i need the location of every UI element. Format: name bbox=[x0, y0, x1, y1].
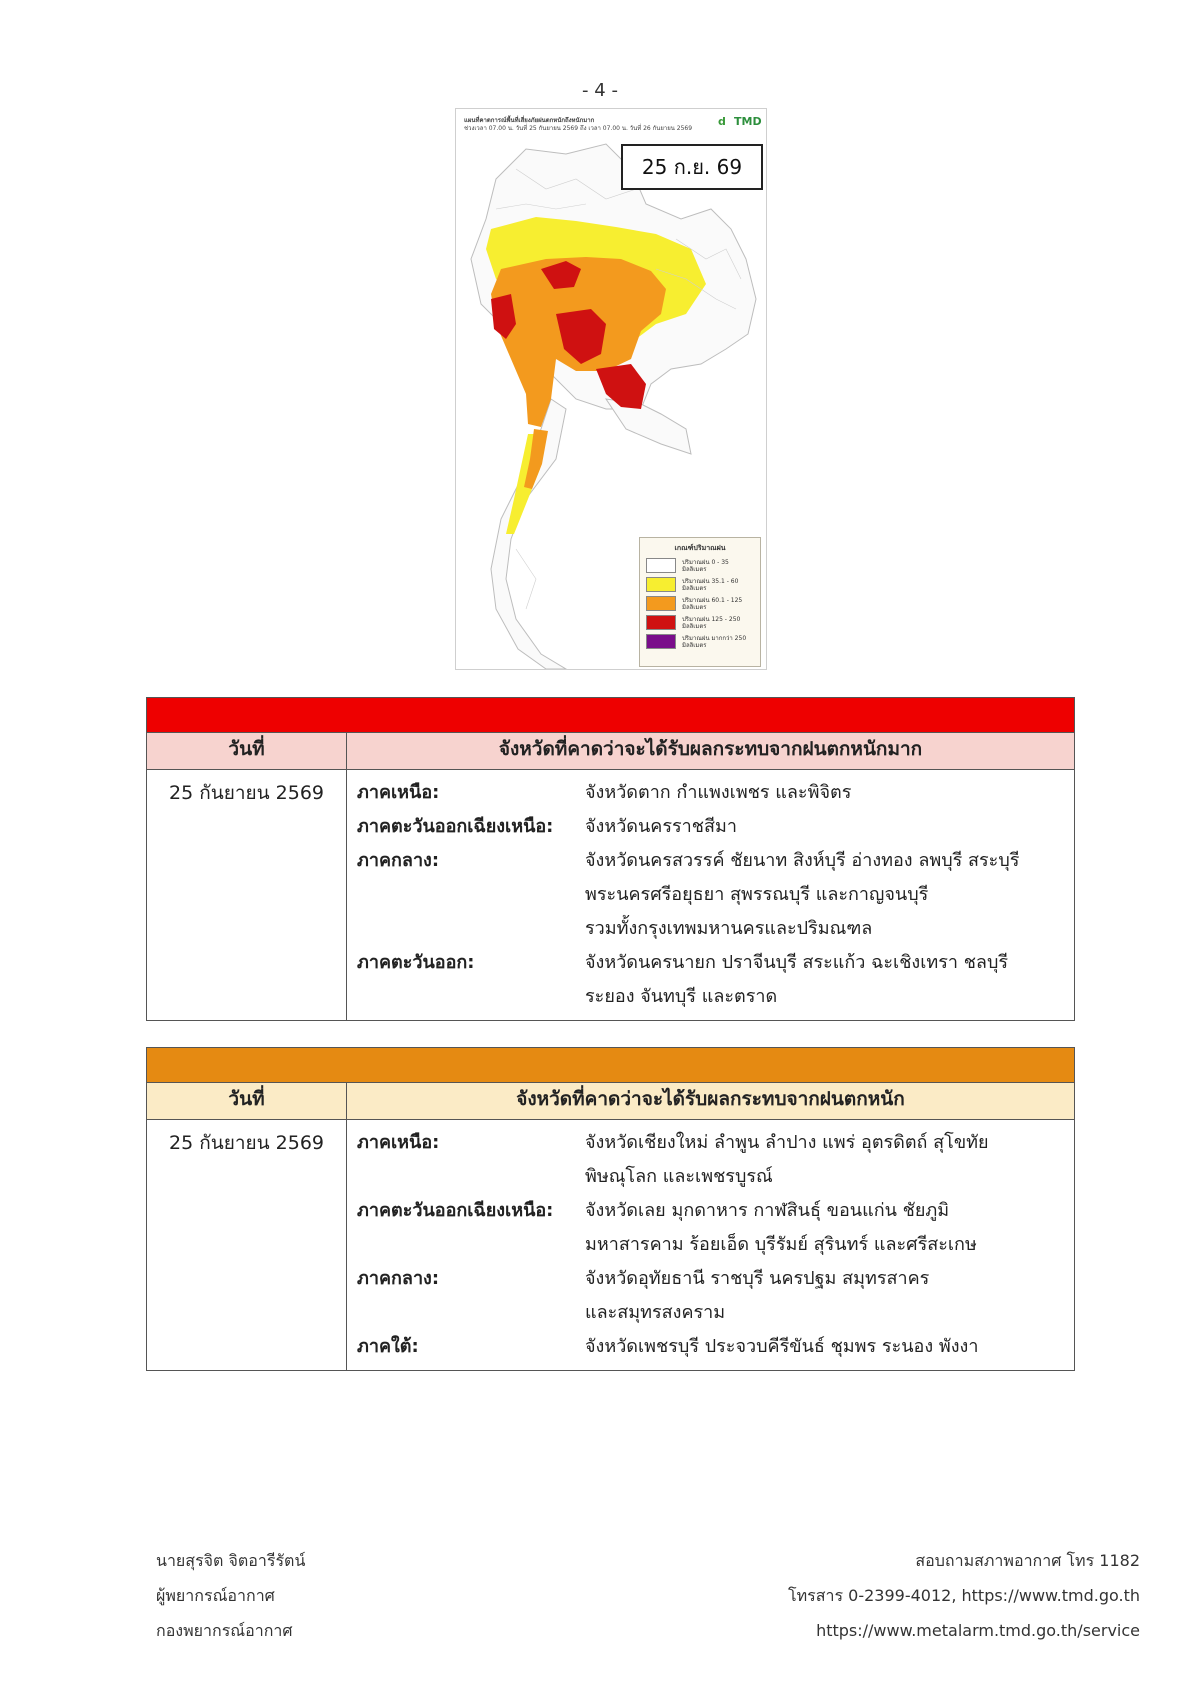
province-line: จังหวัดนครสวรรค์ ชัยนาท สิงห์บุรี อ่างทอง ลพบุรี สระบุรี bbox=[585, 850, 1020, 871]
very-heavy-band bbox=[147, 698, 1075, 733]
province-line: จังหวัดเพชรบุรี ประจวบคีรีขันธ์ ชุมพร ระนอง พังงา bbox=[585, 1336, 979, 1357]
rainfall-risk-map bbox=[455, 108, 767, 670]
province-line: จังหวัดเชียงใหม่ ลำพูน ลำปาง แพร่ อุตรดิตถ์ สุโขทัย bbox=[585, 1132, 989, 1153]
map-legend bbox=[639, 537, 761, 667]
footer-signature bbox=[156, 1543, 305, 1648]
legend-title: เกณฑ์ปริมาณฝน bbox=[674, 544, 726, 552]
region-list bbox=[347, 770, 1075, 1021]
region-name: ภาคกลาง: bbox=[357, 1268, 440, 1289]
region-item bbox=[357, 1330, 1064, 1364]
region-provinces bbox=[585, 844, 1019, 946]
province-line: ระยอง จันทบุรี และตราด bbox=[585, 986, 778, 1007]
region-name: ภาคเหนือ: bbox=[357, 782, 440, 803]
region-item bbox=[357, 844, 1064, 946]
region-name: ภาคตะวันออกเฉียงเหนือ: bbox=[357, 1200, 554, 1221]
legend-item bbox=[646, 615, 754, 630]
header-provinces: จังหวัดที่คาดว่าจะได้รับผลกระทบจากฝนตกหนักมาก bbox=[347, 733, 1075, 770]
contact-phone: สอบถามสภาพอากาศ โทร 1182 bbox=[915, 1551, 1140, 1570]
region-name: ภาคใต้: bbox=[357, 1336, 419, 1357]
province-line: รวมทั้งกรุงเทพมหานครและปริมณฑล bbox=[585, 918, 873, 939]
region-provinces bbox=[585, 946, 1008, 1014]
forecaster-division: กองพยากรณ์อากาศ bbox=[156, 1621, 293, 1640]
map-title-line2: ช่วงเวลา 07.00 น. วันที่ 25 กันยายน 2569 ถึง เวลา 07.00 น. วันที่ 26 กันยายน 2569 bbox=[464, 125, 693, 132]
province-line: จังหวัดอุทัยธานี ราชบุรี นครปฐม สมุทรสาคร bbox=[585, 1268, 930, 1289]
footer-contact bbox=[788, 1543, 1140, 1648]
heavy-rain-table bbox=[146, 1047, 1075, 1371]
very-heavy-rain-table bbox=[146, 697, 1075, 1021]
region-name: ภาคตะวันออกเฉียงเหนือ: bbox=[357, 816, 554, 837]
map-date-box: 25 ก.ย. 69 bbox=[621, 144, 763, 190]
row-date: 25 กันยายน 2569 bbox=[147, 770, 347, 1021]
row-date: 25 กันยายน 2569 bbox=[147, 1120, 347, 1371]
region-item bbox=[357, 946, 1064, 1014]
province-line bbox=[516, 549, 536, 609]
legend-swatch-orange bbox=[646, 596, 676, 611]
contact-service-link[interactable]: https://www.metalarm.tmd.go.th/service bbox=[816, 1621, 1140, 1640]
region-item bbox=[357, 810, 1064, 844]
region-provinces bbox=[585, 1194, 977, 1262]
region-name: ภาคตะวันออก: bbox=[357, 952, 475, 973]
header-provinces: จังหวัดที่คาดว่าจะได้รับผลกระทบจากฝนตกหนัก bbox=[347, 1083, 1075, 1120]
legend-item bbox=[646, 558, 754, 573]
dgc-logo: d bbox=[718, 115, 726, 128]
map-title-line1: แผนที่คาดการณ์พื้นที่เสี่ยงภัยฝนตกหนักถึงหนักมาก bbox=[464, 117, 595, 124]
province-line: จังหวัดเลย มุกดาหาร กาฬสินธุ์ ขอนแก่น ชัยภูมิ bbox=[585, 1200, 950, 1221]
region-item bbox=[357, 776, 1064, 810]
region-provinces bbox=[585, 810, 737, 844]
legend-item bbox=[646, 577, 754, 592]
province-line: พิษณุโลก และเพชรบูรณ์ bbox=[585, 1166, 773, 1187]
forecaster-name: นายสุรจิต จิตอารีรัตน์ bbox=[156, 1551, 306, 1570]
red-band bbox=[147, 698, 1075, 733]
legend-label: ปริมาณฝน 35.1 - 60 มิลลิเมตร bbox=[682, 577, 739, 592]
table-row bbox=[147, 770, 1075, 1021]
province-line: พระนครศรีอยุธยา สุพรรณบุรี และกาญจนบุรี bbox=[585, 884, 929, 905]
region-provinces bbox=[585, 1126, 989, 1194]
table-row bbox=[147, 1120, 1075, 1371]
map-outline-east bbox=[606, 399, 691, 454]
legend-label: ปริมาณฝน 125 - 250 มิลลิเมตร bbox=[682, 615, 741, 630]
region-item bbox=[357, 1194, 1064, 1262]
region-provinces bbox=[585, 1262, 929, 1330]
legend-swatch-yellow bbox=[646, 577, 676, 592]
region-provinces bbox=[585, 776, 851, 810]
region-list bbox=[347, 1120, 1075, 1371]
page-number: - 4 - bbox=[582, 80, 618, 101]
legend-swatch-red bbox=[646, 615, 676, 630]
legend-label: ปริมาณฝน มากกว่า 250 มิลลิเมตร bbox=[682, 634, 747, 649]
region-name: ภาคเหนือ: bbox=[357, 1132, 440, 1153]
table-header bbox=[147, 733, 1075, 770]
province-line: จังหวัดนครนายก ปราจีนบุรี สระแก้ว ฉะเชิงเทรา ชลบุรี bbox=[585, 952, 1009, 973]
province-line: และสมุทรสงคราม bbox=[585, 1302, 726, 1323]
province-line: มหาสารคาม ร้อยเอ็ด บุรีรัมย์ สุรินทร์ และศรีสะเกษ bbox=[585, 1234, 977, 1255]
region-item bbox=[357, 1126, 1064, 1194]
legend-label: ปริมาณฝน 0 - 35 มิลลิเมตร bbox=[682, 558, 729, 573]
legend-swatch-white bbox=[646, 558, 676, 573]
legend-item bbox=[646, 596, 754, 611]
legend-label: ปริมาณฝน 60.1 - 125 มิลลิเมตร bbox=[682, 596, 743, 611]
header-date: วันที่ bbox=[147, 733, 347, 770]
contact-fax-website: โทรสาร 0-2399-4012, https://www.tmd.go.th bbox=[788, 1586, 1140, 1605]
heavy-band bbox=[147, 1048, 1075, 1083]
region-item bbox=[357, 1262, 1064, 1330]
province-line: จังหวัดตาก กำแพงเพชร และพิจิตร bbox=[585, 782, 852, 803]
orange-band bbox=[147, 1048, 1075, 1083]
region-provinces bbox=[585, 1330, 978, 1364]
legend-item bbox=[646, 634, 754, 649]
header-date: วันที่ bbox=[147, 1083, 347, 1120]
table-header bbox=[147, 1083, 1075, 1120]
tmd-logo: TMD bbox=[734, 115, 762, 128]
forecaster-title: ผู้พยากรณ์อากาศ bbox=[156, 1586, 275, 1605]
region-name: ภาคกลาง: bbox=[357, 850, 440, 871]
province-line: จังหวัดนครราชสีมา bbox=[585, 816, 737, 837]
legend-swatch-purple bbox=[646, 634, 676, 649]
